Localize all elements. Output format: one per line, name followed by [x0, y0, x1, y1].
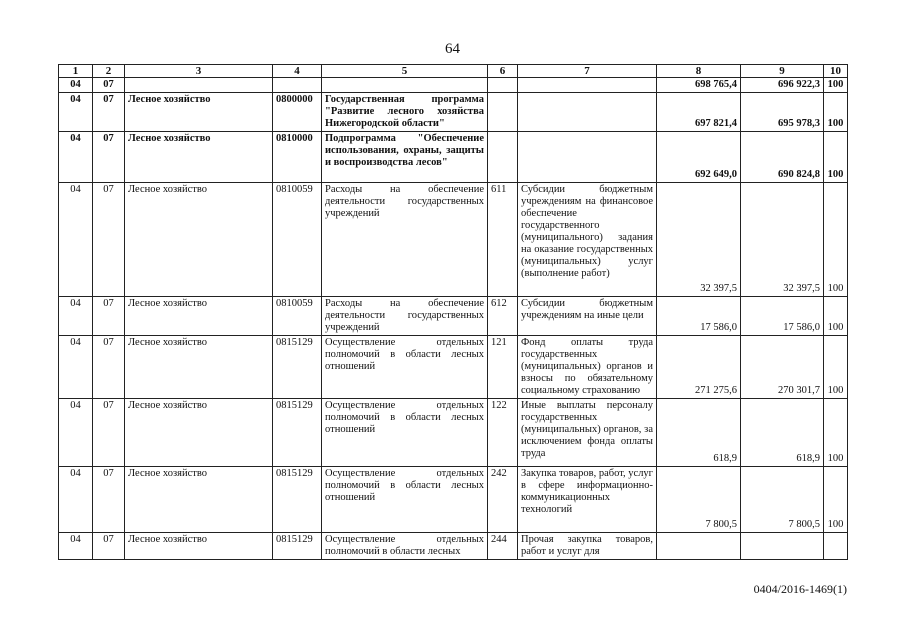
expense-type-code: 612 — [488, 297, 518, 336]
expense-type-code: 121 — [488, 336, 518, 399]
table-row — [59, 297, 848, 336]
execution-percent: 100 — [824, 467, 848, 533]
column-header: 4 — [273, 65, 322, 78]
execution-percent — [824, 533, 848, 560]
target-name: Осуществление отдельных полномочий в области лесных отношений — [322, 399, 488, 467]
subsection-name: Лесное хозяйство — [125, 467, 273, 533]
subsection-code: 07 — [93, 297, 125, 336]
target-code: 0815129 — [273, 467, 322, 533]
execution-percent: 100 — [824, 183, 848, 297]
subsection-code: 07 — [93, 399, 125, 467]
subsection-name: Лесное хозяйство — [125, 336, 273, 399]
column-header: 2 — [93, 65, 125, 78]
expense-type-name: Фонд оплаты труда государственных (муниципальных) органов и взносы по обязательному социальному страхованию — [518, 336, 657, 399]
expense-type-code: 611 — [488, 183, 518, 297]
target-name: Подпрограмма "Обеспечение использования, охраны, защиты и воспроизводства лесов" — [322, 132, 488, 183]
table-row — [59, 399, 848, 467]
section-code: 04 — [59, 297, 93, 336]
execution-percent: 100 — [824, 78, 848, 93]
plan-amount: 271 275,6 — [657, 336, 741, 399]
target-name: Осуществление отдельных полномочий в области лесных — [322, 533, 488, 560]
table-row — [59, 132, 848, 183]
plan-amount: 697 821,4 — [657, 93, 741, 132]
subsection-name: Лесное хозяйство — [125, 93, 273, 132]
plan-amount — [657, 533, 741, 560]
expense-type-code — [488, 132, 518, 183]
page-number: 64 — [445, 41, 460, 57]
column-header: 6 — [488, 65, 518, 78]
execution-percent: 100 — [824, 336, 848, 399]
target-code: 0810059 — [273, 183, 322, 297]
target-name: Государственная программа "Развитие лесного хозяйства Нижегородской области" — [322, 93, 488, 132]
expense-type-name: Субсидии бюджетным учреждениям на финансовое обеспечение государственного (муниципального) задания на оказание государственных (муниципальных) услуг (выполнение работ) — [518, 183, 657, 297]
execution-percent: 100 — [824, 297, 848, 336]
column-header: 8 — [657, 65, 741, 78]
execution-percent: 100 — [824, 399, 848, 467]
target-name — [322, 78, 488, 93]
table-row — [59, 533, 848, 560]
expense-type-name: Прочая закупка товаров, работ и услуг для — [518, 533, 657, 560]
subsection-code: 07 — [93, 93, 125, 132]
column-header: 5 — [322, 65, 488, 78]
expense-type-code: 242 — [488, 467, 518, 533]
subsection-name: Лесное хозяйство — [125, 183, 273, 297]
column-header: 3 — [125, 65, 273, 78]
target-code: 0810059 — [273, 297, 322, 336]
target-name: Расходы на обеспечение деятельности государственных учреждений — [322, 183, 488, 297]
execution-percent: 100 — [824, 132, 848, 183]
target-code — [273, 78, 322, 93]
target-name: Осуществление отдельных полномочий в области лесных отношений — [322, 467, 488, 533]
actual-amount: 618,9 — [741, 399, 824, 467]
subsection-name: Лесное хозяйство — [125, 297, 273, 336]
subsection-name: Лесное хозяйство — [125, 132, 273, 183]
target-name: Осуществление отдельных полномочий в области лесных отношений — [322, 336, 488, 399]
table-row — [59, 78, 848, 93]
expense-type-code — [488, 93, 518, 132]
document-code: 0404/2016-1469(1) — [753, 582, 847, 596]
expense-type-name — [518, 78, 657, 93]
section-code: 04 — [59, 132, 93, 183]
subsection-code: 07 — [93, 78, 125, 93]
column-header: 7 — [518, 65, 657, 78]
plan-amount: 17 586,0 — [657, 297, 741, 336]
section-code: 04 — [59, 399, 93, 467]
section-code: 04 — [59, 93, 93, 132]
expense-type-code: 122 — [488, 399, 518, 467]
budget-table — [58, 64, 848, 560]
section-code: 04 — [59, 467, 93, 533]
expense-type-code: 244 — [488, 533, 518, 560]
subsection-code: 07 — [93, 533, 125, 560]
actual-amount: 17 586,0 — [741, 297, 824, 336]
plan-amount: 32 397,5 — [657, 183, 741, 297]
column-header: 1 — [59, 65, 93, 78]
expense-type-name — [518, 93, 657, 132]
column-number-row — [59, 65, 848, 78]
execution-percent: 100 — [824, 93, 848, 132]
column-header: 10 — [824, 65, 848, 78]
table-row — [59, 183, 848, 297]
table-row — [59, 467, 848, 533]
actual-amount: 695 978,3 — [741, 93, 824, 132]
subsection-code: 07 — [93, 336, 125, 399]
subsection-code: 07 — [93, 467, 125, 533]
actual-amount: 696 922,3 — [741, 78, 824, 93]
section-code: 04 — [59, 78, 93, 93]
target-code: 0810000 — [273, 132, 322, 183]
plan-amount: 698 765,4 — [657, 78, 741, 93]
subsection-name — [125, 78, 273, 93]
table-row — [59, 93, 848, 132]
plan-amount: 618,9 — [657, 399, 741, 467]
expense-type-name: Закупка товаров, работ, услуг в сфере информационно-коммуникационных технологий — [518, 467, 657, 533]
actual-amount: 270 301,7 — [741, 336, 824, 399]
expense-type-name: Иные выплаты персоналу государственных (муниципальных) органов, за исключением фонда оплаты труда — [518, 399, 657, 467]
section-code: 04 — [59, 336, 93, 399]
expense-type-code — [488, 78, 518, 93]
target-code: 0815129 — [273, 533, 322, 560]
actual-amount: 690 824,8 — [741, 132, 824, 183]
plan-amount: 692 649,0 — [657, 132, 741, 183]
target-name: Расходы на обеспечение деятельности государственных учреждений — [322, 297, 488, 336]
subsection-code: 07 — [93, 132, 125, 183]
plan-amount: 7 800,5 — [657, 467, 741, 533]
target-code: 0800000 — [273, 93, 322, 132]
expense-type-name — [518, 132, 657, 183]
section-code: 04 — [59, 533, 93, 560]
subsection-name: Лесное хозяйство — [125, 533, 273, 560]
column-header: 9 — [741, 65, 824, 78]
expense-type-name: Субсидии бюджетным учреждениям на иные цели — [518, 297, 657, 336]
subsection-name: Лесное хозяйство — [125, 399, 273, 467]
target-code: 0815129 — [273, 399, 322, 467]
table-row — [59, 336, 848, 399]
section-code: 04 — [59, 183, 93, 297]
actual-amount: 32 397,5 — [741, 183, 824, 297]
subsection-code: 07 — [93, 183, 125, 297]
actual-amount: 7 800,5 — [741, 467, 824, 533]
actual-amount — [741, 533, 824, 560]
target-code: 0815129 — [273, 336, 322, 399]
